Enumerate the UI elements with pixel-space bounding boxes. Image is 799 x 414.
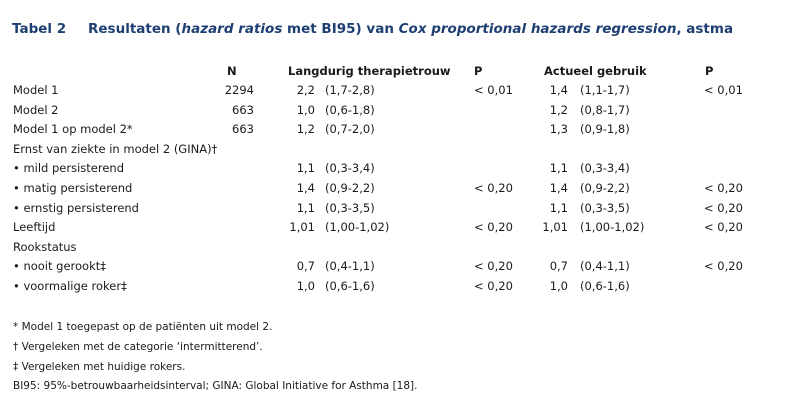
hr-actueel: 1,1 <box>549 161 568 176</box>
table-caption <box>12 21 733 37</box>
title-part: , astma <box>676 21 734 37</box>
ci-langdurig: (1,7-2,8) <box>325 83 375 97</box>
p-langdurig: < 0,20 <box>474 259 513 274</box>
row-label: Leeftijd <box>13 220 56 235</box>
hr-actueel: 0,7 <box>549 259 568 274</box>
footnote: BI95: 95%-betrouwbaarheidsinterval; GINA: Global Initiative for Asthma [18]. <box>13 380 418 392</box>
ci-langdurig: (0,3-3,5) <box>325 200 375 215</box>
table-row <box>0 161 799 180</box>
n-value: 663 <box>232 102 254 117</box>
title-part: Resultaten ( <box>88 21 182 37</box>
hr-langdurig: 1,2 <box>296 122 315 137</box>
ci-langdurig: (1,00-1,02) <box>325 220 390 235</box>
table-row <box>0 201 799 220</box>
footnote: ‡ Vergeleken met huidige rokers. <box>13 361 186 373</box>
row-label: Model 2 <box>13 102 59 117</box>
row-label: • voormalige roker‡ <box>13 279 127 293</box>
row-label: • nooit gerookt‡ <box>13 259 106 274</box>
table-row <box>0 181 799 200</box>
n-value: 2294 <box>224 83 254 97</box>
hr-langdurig: 1,1 <box>296 200 315 215</box>
p-langdurig: < 0,20 <box>474 181 513 195</box>
row-label: Rookstatus <box>13 239 77 254</box>
hr-actueel: 1,01 <box>542 220 568 235</box>
footnote: † Vergeleken met de categorie ‘intermitterend’. <box>13 341 263 353</box>
ci-langdurig: (0,6-1,6) <box>325 279 375 293</box>
ci-actueel: (0,8-1,7) <box>580 102 630 117</box>
header-n: N <box>227 64 237 78</box>
hr-actueel: 1,1 <box>549 200 568 215</box>
hr-langdurig: 0,7 <box>296 259 315 274</box>
table-row <box>0 259 799 278</box>
table-row <box>0 122 799 141</box>
hr-actueel: 1,4 <box>549 83 568 97</box>
n-value: 663 <box>232 122 254 137</box>
ci-actueel: (0,3-3,4) <box>580 161 630 176</box>
table-title <box>88 21 733 37</box>
header-p1: P <box>474 64 483 78</box>
p-actueel: < 0,20 <box>704 220 743 235</box>
row-label: • matig persisterend <box>13 181 133 195</box>
hr-langdurig: 1,4 <box>296 181 315 195</box>
row-label: Ernst van ziekte in model 2 (GINA)† <box>13 141 218 156</box>
table-number: Tabel 2 <box>12 21 67 37</box>
ci-langdurig: (0,7-2,0) <box>325 122 375 137</box>
hr-langdurig: 1,0 <box>296 102 315 117</box>
hr-langdurig: 1,1 <box>296 161 315 176</box>
hr-actueel: 1,0 <box>549 279 568 293</box>
ci-actueel: (0,4-1,1) <box>580 259 630 274</box>
ci-actueel: (0,3-3,5) <box>580 200 630 215</box>
ci-actueel: (1,00-1,02) <box>580 220 645 235</box>
footnote: * Model 1 toegepast op de patiënten uit model 2. <box>13 321 273 333</box>
header-actueel: Actueel gebruik <box>544 64 647 78</box>
table-row <box>0 240 799 259</box>
row-label: • ernstig persisterend <box>13 200 139 215</box>
ci-actueel: (0,9-2,2) <box>580 181 630 195</box>
hr-actueel: 1,2 <box>549 102 568 117</box>
p-langdurig: < 0,01 <box>474 83 513 97</box>
table-row <box>0 142 799 161</box>
p-actueel: < 0,20 <box>704 200 743 215</box>
row-label: • mild persisterend <box>13 161 124 176</box>
title-part: met BI95) van <box>282 21 399 37</box>
ci-langdurig: (0,3-3,4) <box>325 161 375 176</box>
title-italic: Cox proportional hazards regression <box>398 21 677 37</box>
row-label: Model 1 op model 2* <box>13 122 133 137</box>
table-row <box>0 103 799 122</box>
table-row <box>0 279 799 298</box>
table-row <box>0 83 799 102</box>
p-actueel: < 0,20 <box>704 181 743 195</box>
p-langdurig: < 0,20 <box>474 279 513 293</box>
header-p2: P <box>705 64 714 78</box>
row-label: Model 1 <box>13 83 59 97</box>
p-actueel: < 0,01 <box>704 83 743 97</box>
hr-langdurig: 1,01 <box>289 220 315 235</box>
p-actueel: < 0,20 <box>704 259 743 274</box>
table-row <box>0 220 799 239</box>
header-langdurig: Langdurig therapietrouw <box>288 64 451 78</box>
hr-actueel: 1,4 <box>549 181 568 195</box>
p-langdurig: < 0,20 <box>474 220 513 235</box>
hr-langdurig: 1,0 <box>296 279 315 293</box>
ci-langdurig: (0,6-1,8) <box>325 102 375 117</box>
ci-actueel: (0,9-1,8) <box>580 122 630 137</box>
ci-actueel: (0,6-1,6) <box>580 279 630 293</box>
ci-langdurig: (0,9-2,2) <box>325 181 375 195</box>
ci-langdurig: (0,4-1,1) <box>325 259 375 274</box>
hr-actueel: 1,3 <box>549 122 568 137</box>
ci-actueel: (1,1-1,7) <box>580 83 630 97</box>
hr-langdurig: 2,2 <box>296 83 315 97</box>
title-italic: hazard ratios <box>181 21 283 37</box>
